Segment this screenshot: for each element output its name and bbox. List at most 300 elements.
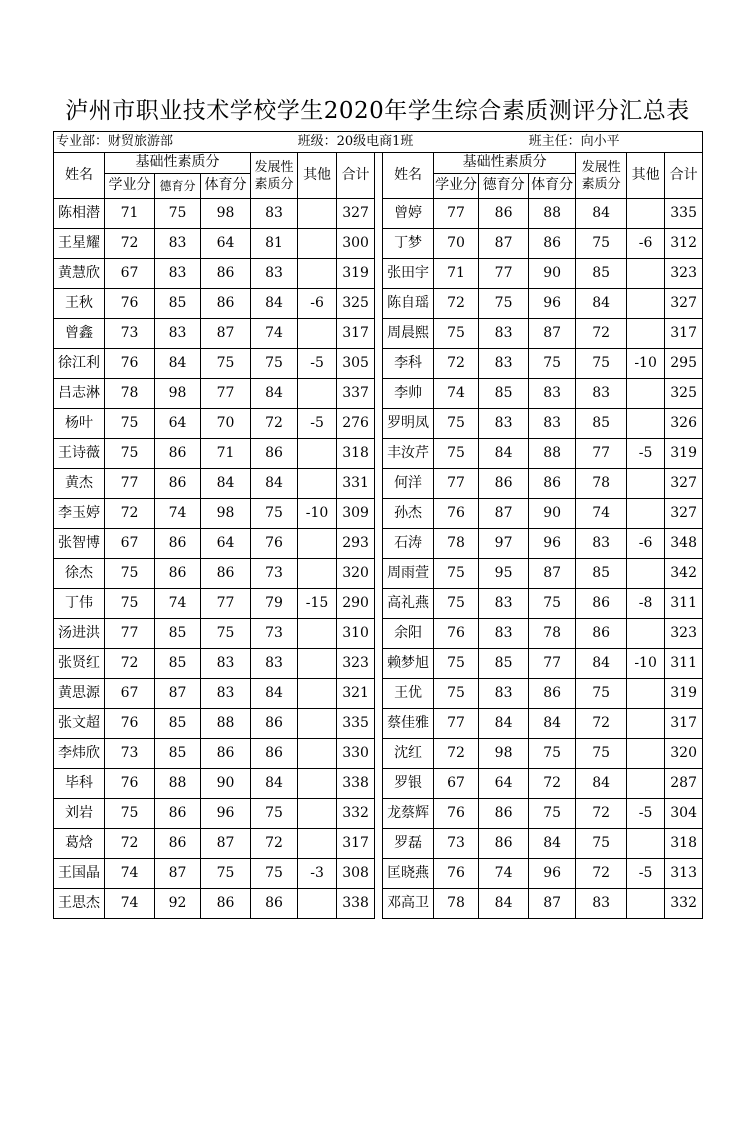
right-moral-score: 98 <box>479 739 529 769</box>
column-separator <box>375 709 383 739</box>
table-row <box>54 769 703 799</box>
left-total-score: 321 <box>337 679 375 709</box>
left-other-score: -6 <box>298 289 337 319</box>
left-moral-score: 85 <box>155 739 201 769</box>
right-pe-score: 88 <box>529 199 576 229</box>
right-total-score: 311 <box>665 589 703 619</box>
right-total-score: 318 <box>665 829 703 859</box>
right-pe-score: 87 <box>529 319 576 349</box>
right-student-name: 周雨萱 <box>383 559 434 589</box>
left-moral-score: 86 <box>155 559 201 589</box>
right-student-name: 曾婷 <box>383 199 434 229</box>
left-total-score: 335 <box>337 709 375 739</box>
left-pe-score: 71 <box>201 439 251 469</box>
right-pe-score: 75 <box>529 589 576 619</box>
left-other-score <box>298 619 337 649</box>
left-academic-score: 75 <box>105 799 155 829</box>
right-development-score: 77 <box>576 439 627 469</box>
right-student-name: 邓高卫 <box>383 889 434 919</box>
right-total-score: 323 <box>665 619 703 649</box>
right-development-score: 83 <box>576 889 627 919</box>
right-development-score: 78 <box>576 469 627 499</box>
left-academic-score: 72 <box>105 229 155 259</box>
right-pe-score: 75 <box>529 799 576 829</box>
left-moral-score: 87 <box>155 859 201 889</box>
left-other-score: -15 <box>298 589 337 619</box>
left-total-score: 310 <box>337 619 375 649</box>
left-total-score: 332 <box>337 799 375 829</box>
left-pe-score: 83 <box>201 649 251 679</box>
right-student-name: 高礼燕 <box>383 589 434 619</box>
right-other-score <box>627 319 665 349</box>
left-pe-score: 96 <box>201 799 251 829</box>
left-other-score <box>298 529 337 559</box>
right-pe-score: 84 <box>529 709 576 739</box>
academic-header: 学业分 <box>434 174 479 199</box>
right-other-score: -6 <box>627 229 665 259</box>
left-pe-score: 83 <box>201 679 251 709</box>
left-other-score <box>298 739 337 769</box>
right-pe-score: 86 <box>529 229 576 259</box>
right-academic-score: 70 <box>434 229 479 259</box>
table-row <box>54 439 703 469</box>
left-pe-score: 86 <box>201 289 251 319</box>
left-moral-score: 86 <box>155 799 201 829</box>
right-academic-score: 77 <box>434 709 479 739</box>
table-row <box>54 379 703 409</box>
table-row <box>54 889 703 919</box>
right-other-score <box>627 739 665 769</box>
left-moral-score: 74 <box>155 589 201 619</box>
right-academic-score: 76 <box>434 799 479 829</box>
other-header: 其他 <box>627 153 665 199</box>
right-pe-score: 87 <box>529 889 576 919</box>
column-separator <box>375 769 383 799</box>
right-academic-score: 76 <box>434 619 479 649</box>
right-other-score: -8 <box>627 589 665 619</box>
right-development-score: 86 <box>576 619 627 649</box>
table-row <box>54 499 703 529</box>
right-academic-score: 76 <box>434 859 479 889</box>
pe-header: 体育分 <box>529 174 576 199</box>
right-moral-score: 87 <box>479 229 529 259</box>
right-academic-score: 75 <box>434 409 479 439</box>
right-total-score: 326 <box>665 409 703 439</box>
right-student-name: 蔡佳雅 <box>383 709 434 739</box>
left-development-score: 74 <box>251 319 298 349</box>
right-other-score: -10 <box>627 649 665 679</box>
left-moral-score: 85 <box>155 619 201 649</box>
left-other-score <box>298 769 337 799</box>
left-academic-score: 73 <box>105 319 155 349</box>
right-academic-score: 78 <box>434 889 479 919</box>
left-academic-score: 76 <box>105 709 155 739</box>
table-row <box>54 199 703 229</box>
right-total-score: 327 <box>665 469 703 499</box>
left-total-score: 309 <box>337 499 375 529</box>
table-row <box>54 829 703 859</box>
table-row <box>54 229 703 259</box>
left-pe-score: 86 <box>201 559 251 589</box>
right-student-name: 石涛 <box>383 529 434 559</box>
left-pe-score: 77 <box>201 379 251 409</box>
basic-score-header: 基础性素质分 <box>434 153 576 174</box>
left-student-name: 汤进洪 <box>54 619 105 649</box>
right-total-score: 287 <box>665 769 703 799</box>
right-moral-score: 97 <box>479 529 529 559</box>
pe-header: 体育分 <box>201 174 251 199</box>
right-moral-score: 87 <box>479 499 529 529</box>
right-pe-score: 72 <box>529 769 576 799</box>
right-development-score: 75 <box>576 229 627 259</box>
column-separator <box>375 589 383 619</box>
left-pe-score: 98 <box>201 199 251 229</box>
left-moral-score: 83 <box>155 229 201 259</box>
left-academic-score: 74 <box>105 889 155 919</box>
left-academic-score: 75 <box>105 559 155 589</box>
development-header: 发展性素质分 <box>251 153 298 199</box>
table-row <box>54 409 703 439</box>
left-academic-score: 72 <box>105 829 155 859</box>
left-development-score: 75 <box>251 349 298 379</box>
moral-header: 德育分 <box>155 174 201 199</box>
left-total-score: 338 <box>337 769 375 799</box>
right-total-score: 325 <box>665 379 703 409</box>
column-separator <box>375 409 383 439</box>
left-other-score: -5 <box>298 349 337 379</box>
right-development-score: 72 <box>576 859 627 889</box>
right-moral-score: 83 <box>479 409 529 439</box>
left-development-score: 84 <box>251 769 298 799</box>
right-other-score <box>627 559 665 589</box>
left-total-score: 276 <box>337 409 375 439</box>
right-pe-score: 96 <box>529 289 576 319</box>
right-student-name: 余阳 <box>383 619 434 649</box>
left-moral-score: 86 <box>155 439 201 469</box>
left-moral-score: 83 <box>155 259 201 289</box>
left-total-score: 318 <box>337 439 375 469</box>
left-academic-score: 67 <box>105 679 155 709</box>
left-development-score: 84 <box>251 469 298 499</box>
right-pe-score: 86 <box>529 469 576 499</box>
table-row <box>54 529 703 559</box>
left-development-score: 83 <box>251 199 298 229</box>
right-other-score <box>627 769 665 799</box>
table-row <box>54 319 703 349</box>
total-header: 合计 <box>337 153 375 199</box>
right-total-score: 327 <box>665 499 703 529</box>
left-student-name: 吕志淋 <box>54 379 105 409</box>
column-separator <box>375 859 383 889</box>
left-academic-score: 76 <box>105 289 155 319</box>
right-pe-score: 88 <box>529 439 576 469</box>
page-title: 泸州市职业技术学校学生2020年学生综合素质测评分汇总表 <box>65 98 690 124</box>
left-academic-score: 71 <box>105 199 155 229</box>
left-pe-score: 86 <box>201 889 251 919</box>
left-total-score: 331 <box>337 469 375 499</box>
right-total-score: 313 <box>665 859 703 889</box>
right-student-name: 王优 <box>383 679 434 709</box>
left-moral-score: 84 <box>155 349 201 379</box>
left-pe-score: 84 <box>201 469 251 499</box>
column-separator <box>375 379 383 409</box>
right-development-score: 75 <box>576 739 627 769</box>
left-student-name: 毕科 <box>54 769 105 799</box>
right-development-score: 85 <box>576 559 627 589</box>
right-student-name: 赖梦旭 <box>383 649 434 679</box>
left-academic-score: 77 <box>105 619 155 649</box>
class-label: 班级：20级电商1班 <box>298 132 529 153</box>
right-development-score: 72 <box>576 799 627 829</box>
right-total-score: 311 <box>665 649 703 679</box>
right-other-score <box>627 259 665 289</box>
left-moral-score: 64 <box>155 409 201 439</box>
right-moral-score: 83 <box>479 349 529 379</box>
right-moral-score: 84 <box>479 889 529 919</box>
left-student-name: 张文超 <box>54 709 105 739</box>
column-separator <box>375 559 383 589</box>
left-pe-score: 70 <box>201 409 251 439</box>
right-academic-score: 75 <box>434 649 479 679</box>
left-academic-score: 67 <box>105 529 155 559</box>
right-other-score: -5 <box>627 799 665 829</box>
name-header: 姓名 <box>54 153 105 199</box>
table-row <box>54 619 703 649</box>
right-moral-score: 84 <box>479 439 529 469</box>
right-academic-score: 78 <box>434 529 479 559</box>
left-total-score: 327 <box>337 199 375 229</box>
right-academic-score: 74 <box>434 379 479 409</box>
left-academic-score: 77 <box>105 469 155 499</box>
left-other-score <box>298 709 337 739</box>
right-development-score: 74 <box>576 499 627 529</box>
left-development-score: 75 <box>251 799 298 829</box>
left-development-score: 73 <box>251 559 298 589</box>
left-other-score <box>298 469 337 499</box>
right-moral-score: 83 <box>479 589 529 619</box>
left-student-name: 杨叶 <box>54 409 105 439</box>
left-total-score: 317 <box>337 319 375 349</box>
left-development-score: 83 <box>251 259 298 289</box>
left-student-name: 黄慧欣 <box>54 259 105 289</box>
column-separator <box>375 199 383 229</box>
left-student-name: 徐杰 <box>54 559 105 589</box>
left-academic-score: 73 <box>105 739 155 769</box>
left-pe-score: 98 <box>201 499 251 529</box>
right-other-score: -6 <box>627 529 665 559</box>
left-academic-score: 72 <box>105 499 155 529</box>
total-header: 合计 <box>665 153 703 199</box>
right-development-score: 84 <box>576 199 627 229</box>
left-total-score: 323 <box>337 649 375 679</box>
left-pe-score: 75 <box>201 859 251 889</box>
right-academic-score: 72 <box>434 349 479 379</box>
right-other-score <box>627 379 665 409</box>
right-other-score <box>627 199 665 229</box>
right-other-score: -10 <box>627 349 665 379</box>
right-student-name: 龙蔡辉 <box>383 799 434 829</box>
left-other-score: -3 <box>298 859 337 889</box>
right-moral-score: 83 <box>479 679 529 709</box>
right-pe-score: 90 <box>529 499 576 529</box>
right-development-score: 84 <box>576 289 627 319</box>
left-moral-score: 85 <box>155 289 201 319</box>
column-separator <box>375 739 383 769</box>
left-other-score <box>298 259 337 289</box>
left-academic-score: 67 <box>105 259 155 289</box>
column-separator <box>375 289 383 319</box>
left-pe-score: 86 <box>201 259 251 289</box>
right-academic-score: 72 <box>434 289 479 319</box>
right-moral-score: 86 <box>479 829 529 859</box>
right-development-score: 75 <box>576 349 627 379</box>
right-moral-score: 86 <box>479 799 529 829</box>
left-other-score <box>298 199 337 229</box>
table-row <box>54 349 703 379</box>
table-row <box>54 259 703 289</box>
right-moral-score: 83 <box>479 619 529 649</box>
right-moral-score: 77 <box>479 259 529 289</box>
left-total-score: 308 <box>337 859 375 889</box>
left-moral-score: 74 <box>155 499 201 529</box>
left-student-name: 曾鑫 <box>54 319 105 349</box>
left-academic-score: 78 <box>105 379 155 409</box>
right-total-score: 317 <box>665 709 703 739</box>
right-development-score: 83 <box>576 529 627 559</box>
left-other-score <box>298 649 337 679</box>
right-student-name: 李科 <box>383 349 434 379</box>
left-student-name: 葛焓 <box>54 829 105 859</box>
column-separator <box>375 529 383 559</box>
left-student-name: 王秋 <box>54 289 105 319</box>
right-other-score <box>627 709 665 739</box>
right-other-score <box>627 889 665 919</box>
right-moral-score: 75 <box>479 289 529 319</box>
right-student-name: 沈红 <box>383 739 434 769</box>
score-summary-table <box>53 131 703 919</box>
left-pe-score: 75 <box>201 349 251 379</box>
left-pe-score: 90 <box>201 769 251 799</box>
right-student-name: 周晨熙 <box>383 319 434 349</box>
left-total-score: 330 <box>337 739 375 769</box>
right-moral-score: 85 <box>479 649 529 679</box>
right-moral-score: 84 <box>479 709 529 739</box>
left-student-name: 刘岩 <box>54 799 105 829</box>
left-academic-score: 72 <box>105 649 155 679</box>
right-moral-score: 86 <box>479 469 529 499</box>
left-development-score: 73 <box>251 619 298 649</box>
right-other-score <box>627 469 665 499</box>
left-academic-score: 75 <box>105 589 155 619</box>
right-total-score: 327 <box>665 289 703 319</box>
table-row <box>54 589 703 619</box>
left-student-name: 王思杰 <box>54 889 105 919</box>
left-development-score: 84 <box>251 379 298 409</box>
left-total-score: 293 <box>337 529 375 559</box>
info-row <box>54 132 703 153</box>
teacher-label: 班主任：向小平 <box>529 132 703 153</box>
left-academic-score: 76 <box>105 349 155 379</box>
left-pe-score: 88 <box>201 709 251 739</box>
right-academic-score: 76 <box>434 499 479 529</box>
left-development-score: 86 <box>251 739 298 769</box>
column-separator <box>375 469 383 499</box>
right-academic-score: 75 <box>434 589 479 619</box>
left-student-name: 王星耀 <box>54 229 105 259</box>
left-pe-score: 64 <box>201 529 251 559</box>
right-total-score: 304 <box>665 799 703 829</box>
right-academic-score: 73 <box>434 829 479 859</box>
left-total-score: 290 <box>337 589 375 619</box>
right-other-score <box>627 619 665 649</box>
right-pe-score: 96 <box>529 859 576 889</box>
table-row <box>54 649 703 679</box>
left-other-score <box>298 379 337 409</box>
table-row <box>54 289 703 319</box>
left-student-name: 李炜欣 <box>54 739 105 769</box>
right-total-score: 348 <box>665 529 703 559</box>
left-other-score <box>298 679 337 709</box>
column-separator <box>375 799 383 829</box>
other-header: 其他 <box>298 153 337 199</box>
left-student-name: 陈相潜 <box>54 199 105 229</box>
right-student-name: 匡晓燕 <box>383 859 434 889</box>
left-other-score <box>298 439 337 469</box>
right-total-score: 295 <box>665 349 703 379</box>
right-development-score: 86 <box>576 589 627 619</box>
right-moral-score: 74 <box>479 859 529 889</box>
left-moral-score: 75 <box>155 199 201 229</box>
left-development-score: 84 <box>251 289 298 319</box>
left-development-score: 86 <box>251 709 298 739</box>
right-other-score: -5 <box>627 439 665 469</box>
left-development-score: 86 <box>251 439 298 469</box>
table-row <box>54 469 703 499</box>
left-moral-score: 86 <box>155 469 201 499</box>
left-pe-score: 87 <box>201 319 251 349</box>
column-separator <box>375 619 383 649</box>
left-moral-score: 98 <box>155 379 201 409</box>
table-row <box>54 559 703 589</box>
left-pe-score: 64 <box>201 229 251 259</box>
right-pe-score: 75 <box>529 349 576 379</box>
left-student-name: 王诗薇 <box>54 439 105 469</box>
left-total-score: 337 <box>337 379 375 409</box>
left-academic-score: 76 <box>105 769 155 799</box>
right-pe-score: 77 <box>529 649 576 679</box>
left-other-score <box>298 889 337 919</box>
table-row <box>54 739 703 769</box>
left-other-score <box>298 799 337 829</box>
right-student-name: 李帅 <box>383 379 434 409</box>
left-student-name: 黄杰 <box>54 469 105 499</box>
left-moral-score: 86 <box>155 529 201 559</box>
right-student-name: 何洋 <box>383 469 434 499</box>
right-pe-score: 84 <box>529 829 576 859</box>
right-academic-score: 75 <box>434 439 479 469</box>
left-academic-score: 75 <box>105 439 155 469</box>
left-development-score: 86 <box>251 889 298 919</box>
right-development-score: 72 <box>576 319 627 349</box>
left-moral-score: 86 <box>155 829 201 859</box>
table-row <box>54 859 703 889</box>
column-separator <box>375 499 383 529</box>
left-moral-score: 88 <box>155 769 201 799</box>
left-development-score: 75 <box>251 859 298 889</box>
left-pe-score: 86 <box>201 739 251 769</box>
column-separator <box>375 679 383 709</box>
right-development-score: 84 <box>576 649 627 679</box>
